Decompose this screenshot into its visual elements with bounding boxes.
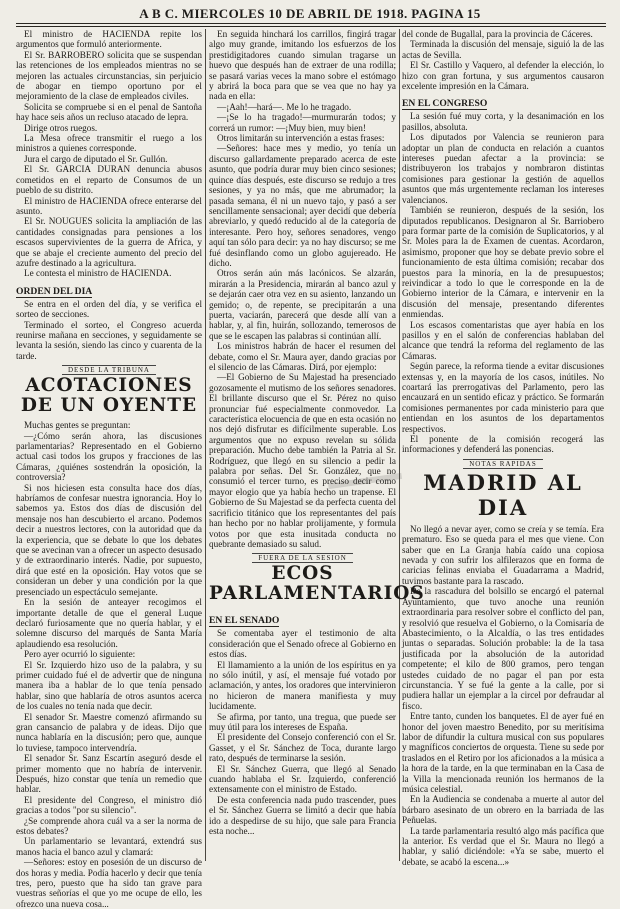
paragraph: Otros limitarán su intervención a estas frases:	[217, 133, 385, 144]
paragraph: El Sr. GARCIA DURAN denuncia abusos cometidos en el reparto de Consumos de un pueblo de su distrito.	[16, 164, 202, 196]
paragraph: —¿Cómo serán ahora, las discusiones parlamentarias? Representado en el Gobierno actual casi todos los grupos y fracciones de las Cámaras, ¿quiénes sostendrán la oposición, la controversia?	[16, 430, 202, 483]
paragraph: El ponente de la comisión recogerá las informaciones y defenderá las ponencias.	[402, 434, 604, 455]
column-divider	[399, 29, 400, 861]
paragraph: El ministro de HACIENDA repite los argumentos que formuló anteriormente.	[16, 29, 202, 50]
paragraph: Muchas gentes se preguntan:	[24, 420, 131, 431]
paragraph: En seguida hinchará los carrillos, fingirá tragar algo muy grande, imitando los esfuerzos de los prestidigitadores cuando simulan tragarse un huevo que después han de extraer de una rodilla; se pasará varias veces la mano sobre el estómago y abrirá la boca para que se vea que no hay ya nada en ella:	[209, 29, 396, 102]
paragraph: —¡Aah!—hará—. Me lo he tragado.	[217, 101, 352, 112]
paragraph: Le contesta el ministro de HACIENDA.	[24, 268, 172, 279]
article-headline: ECOS PARLAMENTARIOS	[209, 563, 425, 605]
paragraph: Un parlamentario se levantará, extendrá sus manos hacia el banco azul y clamará:	[16, 836, 202, 857]
column-1	[16, 29, 202, 909]
paragraph: La Mesa ofrece transmitir el ruego a los ministros a quienes corresponde.	[16, 133, 202, 154]
paragraph: Terminado el sorteo, el Congreso acuerda reunirse mañana en secciones, y seguidamente se levanta la sesión, siendo las cinco y cuarenta de la tarde.	[16, 319, 202, 361]
paragraph: Entre tanto, cunden los banquetes. El de ayer fué en honor del joven maestro Benedito, por su meritísima labor de difundir la cultura musical con sus populares y magníficos conciertos de orquesta. Tiene su sede por traslados en el Retiro por los aficionados a la música a la hora de la tarde, en la que terminaban en la Casa de la Villa la mencionada reunión los hermanos de la música celestial.	[402, 711, 604, 794]
section-heading-congreso: EN EL CONGRESO	[402, 98, 488, 110]
paragraph: El Sr. NOUGUES solicita la ampliación de las cantidades consignadas para pensiones a los escasos supervivientes de la guerra de Africa, y que se abaje el creciente aumento del precio del azufre destinado a la agricultura.	[16, 216, 202, 268]
paragraph: También se reunieron, después de la sesión, los diputados republicanos. Designaron al Sr. Barriobero para formar parte de la comisión de Suplicatorios, y al Sr. Moles para la de Examen de cuentas. Acordaron, asimismo, proponer que hoy se debate previo sobre el funcionamiento de esta última comisión; recabar dos puestos para la minoría, en la de presupuestos; reivindicar a todo lo que le corresponde en la de Gobierno interior de la Cámara, e intervenir en la discusión del mensaje, presentando diferentes enmiendas.	[402, 205, 604, 320]
paragraph: Los ministros habrán de hacer el resumen del debate, como el Sr. Maura ayer, dando gracias por el silencio de las Cámaras. Dirá, por ejemplo:	[209, 341, 396, 372]
paragraph: Solicita se compruebe si en el penal de Santoña hay hace seis años un recluso atacado de lepra.	[16, 101, 202, 123]
paragraph: —¡Se lo ha tragado!—murmurarán todos; y correrá un rumor: —¡Muy bien, muy bien!	[209, 112, 396, 133]
column-3	[402, 29, 604, 867]
paragraph: Según parece, la reforma tiende a evitar discusiones extensas y, en la mayoría de los casos, inútiles. No coartará las prerrogativas del Parlamento, pero las encauzará en un sentido eficaz y práctico. Se formarán comisiones permanentes por cada ministerio para que entiendan en los asuntos de los departamentos respectivos.	[402, 361, 604, 434]
kicker-label: DESDE LA TRIBUNA	[62, 365, 156, 375]
paragraph: El Sr. BARROBERO solicita que se suspendan las retenciones de los empleados mientras no se mejoren las actuales circunstancias, sin perjuicio de abogar en tiempo oportuno por el mejoramiento de la clase de empleados civiles.	[16, 49, 202, 102]
paragraph: Pero ayer ocurrió lo siguiente:	[24, 649, 136, 660]
kicker-label: FUERA DE LA SESION	[252, 553, 353, 563]
paragraph: Otros serán aún más lacónicos. Se alzarán, mirarán a la Presidencia, mirarán al banco azul y se dejarán caer otra vez en su asiento, lanzando un gemido; o, de repente, se precipitarán a una puerta, vaciarán, parecerá que desde allí van a hablar, y, al fin, huirán, sollozando, temerosos de que se le escapen las palabras si continúan allí.	[209, 268, 396, 341]
paragraph: del conde de Bugallal, para la provincia de Cáceres.	[402, 29, 593, 39]
paragraph: —Señores: estoy en posesión de un discurso de dos horas y media. Podía hacerlo y decir que tenía tres, pero, puesto que ha sido tan grave para vuestras señorías el que yo me ocupe de ello, les ofrezco una nueva cosa...	[16, 857, 202, 909]
paragraph: El presidente del Congreso, el ministro dió gracias a todos "por su silencio".	[16, 794, 202, 816]
column-2	[209, 29, 425, 861]
paragraph: El ministro de HACIENDA ofrece enterarse del asunto.	[16, 195, 202, 216]
paragraph: Se entra en el orden del día, y se verifica el sorteo de secciones.	[16, 298, 202, 320]
paragraph: Jura el cargo de diputado el Sr. Gullón.	[24, 153, 168, 164]
section-heading-orden-del-dia: ORDEN DEL DIA	[16, 285, 93, 297]
paragraph: Dirige otros ruegos.	[24, 122, 98, 133]
section-kicker	[209, 554, 396, 562]
paragraph: El llamamiento a la unión de los espíritus en ya no sólo inútil, y así, el mensaje fué votado por aclamación, y antes, los oradores que intervinieron no hicieron de manera manifiesta y muy lucidamente.	[209, 659, 396, 712]
column-divider	[205, 29, 206, 861]
paragraph: La tarde parlamentaria resultó algo más pacífica que la anterior. Es verdad que el Sr. Maura no llegó a hablar, y salió diciéndole: «Ya se sabe, muerto el debate, se acabó la escena...»	[402, 825, 604, 867]
page-masthead: A B C. MIERCOLES 10 DE ABRIL DE 1918. PAGINA 15	[139, 6, 481, 21]
paragraph: En la sesión de anteayer recogimos el importante detalle de que el general Luque declaró furiosamente que no quería hablar, y el solemne discurso del marqués de Santa María aplaudiendo esa resolución.	[16, 597, 202, 649]
section-heading-senado: EN EL SENADO	[209, 615, 280, 627]
section-kicker	[402, 460, 604, 468]
article-headline: ACOTACIONES DE UN OYENTE	[20, 375, 198, 417]
paragraph: De esta conferencia nada pudo trascender, pues el Sr. Sánchez Guerra se limitó a decir que había ido a despedirse de su hijo, que sale para Francia esta noche...	[209, 794, 396, 837]
paragraph: El Sr. Castillo y Vaquero, al defender la elección, lo hizo con gran fortuna, y sus argumentos causaron excelente impresión en la Cámara.	[402, 60, 604, 92]
paragraph: La sesión fué muy corta, y la desanimación en los pasillos, absoluta.	[402, 111, 604, 132]
paragraph: De la rascadura del bolsillo se encargó el paternal Ayuntamiento, que tuvo anoche una reunión extraordinaria para resolver sobre el conflicto del pan, y resolvió que resuelva el Gobierno, o la Comisaría de Abastecimiento, o la Alcaldía, o las tres entidades juntas o separadas. Solución probable: la de la tasa justificada por la absolución de la autoridad competente; el kilo de 800 gramos, pero tengan ustedes cuidado de no pagar el pan por esta circunstancia. Y se fué la gente a la calle, por si pudiera hallar un ejemplar a la circel por defraudar al fisco.	[402, 586, 604, 711]
paragraph: En la Audiencia se condenaba a muerte al autor del bárbaro asesinato de un obrero en la barriada de las Peñuelas.	[402, 794, 604, 826]
paragraph: ¿Se comprende ahora cuál va a ser la norma de estos debates?	[16, 815, 202, 837]
paragraph: Los diputados por Valencia se reunieron para adoptar un plan de conducta en relación a cuantos intereses puedan afectar a la provincia: se distribuyeron los trabajos y nombraron distintas comisiones para gestionar la gestión de aquellos asuntos que más urgentemente reclaman los intereses valencianos.	[402, 132, 604, 205]
section-kicker	[16, 366, 202, 374]
paragraph: No llegó a nevar ayer, como se creía y se temía. Era prematuro. Eso se queda para el mes que viene. Con saber que en La Granja había caído una copiosa nevada y con sufrir los alfilerazos que en forma de caricias felinas enviaba el Guadarrama a Madrid, tuvimos bastante para la rascado.	[402, 523, 604, 586]
paragraph: —Señores: hace mes y medio, yo tenía un discurso gallardamente preparado acerca de este asunto, que podría durar muy bien cinco sesiones; quince días después, este discurso se redujo a tres sesiones, y ya no más, que me abrumador; la pasada semana, él ni un nuevo tajo, y pasó a ser sencillamente sensacional; ayer decidí que debería abreviarlo, y quedó reducido al de la categoría de interesante. Pero hoy, señores senadores, vengo aquí tan sólo para decir: ya no hay discurso; se me fué desinflando como un globo agujereado. He dicho.	[209, 143, 396, 268]
paragraph: El senador Sr. Maestre comenzó afirmando su gran cansancio de palabra y de ideas. Dijo que nunca hablaría en la discusión; pero que, aunque lo tuviese, tampoco intervendría.	[16, 711, 202, 753]
paragraph: —El Gobierno de Su Majestad ha presenciado gozosamente el mutismo de los señores senadores. El brillante discurso que el Sr. Pérez no quiso pronunciar fué especialmente conmovedor. La característica elocuencia de que en esta ocasión no nos dejó disfrutar es difícilmente superable. Los argumentos que no expuso revelan su sólida preparación. Mucho debe también la Patria al Sr. Rodríguez, que llegó en su silencio a pedir la palabra por señas. Del Sr. González, que no consumió el tercer turno, es preciso decir como mayor elogio que ya había hecho un trapense. El Gobierno de Su Majestad se da perfecta cuenta del sacrificio titánico que los representantes del país han hecho por no hablar prolijamente, y formula votos por que esta inusitada conducta no quebrante demasiado su salud.	[209, 372, 396, 549]
paragraph: Se comentaba ayer el testimonio de alta consideración que el Senado ofrece al Gobierno en estos días.	[209, 628, 396, 660]
paragraph: El Sr. Izquierdo hizo uso de la palabra, y su primer cuidado fué el de advertir que de ninguna manera iba a hablar de lo que tenía pensado hablar, sino que hablaría de otros asuntos acerca de los cuales no tenía nada que decir.	[16, 659, 202, 712]
paragraph: Si nos hiciesen esta consulta hace dos días, habríamos de confesar nuestra ignorancia. Hoy lo sabemos ya. Estos dos días de discusión del mensaje nos han descubierto el arcano. Podemos decir a nuestros lectores, con la autoridad que da la experiencia, que se debate lo que los debates que se avecinan van a ofrecer un aspecto desusado y de extraordinario interés. Nadie, por supuesto, dirá que esté en la oposición. Hay votos que se consideran un deber y una condición por la que presenciado un espectáculo semejante.	[16, 482, 202, 597]
paragraph: El Sr. Sánchez Guerra, que llegó al Senado cuando hablaba el Sr. Izquierdo, conferenció extensamente con el ministro de Estado.	[209, 763, 396, 795]
article-headline: MADRID AL DIA	[423, 469, 583, 520]
masthead-rule-2	[16, 26, 606, 27]
masthead-rule	[16, 23, 606, 24]
paragraph: Terminada la discusión del mensaje, siguió la de las actas de Sevilla.	[402, 39, 604, 60]
paragraph: Se afirma, por tanto, una tregua, que puede ser muy útil para los intereses de España.	[209, 711, 396, 732]
paragraph: Los escasos comentaristas que ayer había en los pasillos y en el salón de conferencias hablaban del alcance que tendrá la reforma del reglamento de las Cámaras.	[402, 319, 604, 361]
kicker-label: NOTAS RAPIDAS	[463, 459, 542, 469]
paragraph: El presidente del Consejo conferenció con el Sr. Gasset, y el Sr. Sánchez de Toca, durante largo rato, después de terminarse la sesión.	[209, 732, 396, 764]
paragraph: El senador Sr. Sanz Escartín aseguró desde el primer momento que no habría de intervenir. Después, hizo constar que tenía un remedio que hablar.	[16, 753, 202, 795]
